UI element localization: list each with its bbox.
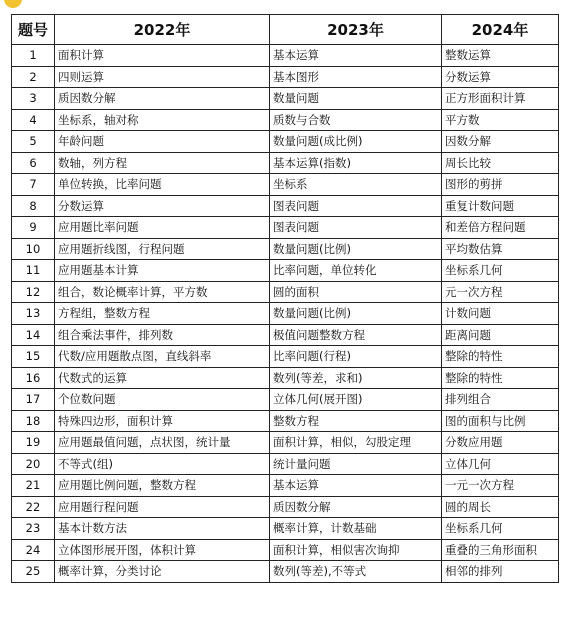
cell-2022: 概率计算，分类讨论 [55,561,270,583]
cell-2023: 统计量问题 [270,453,442,475]
cell-2024: 因数分解 [442,131,559,153]
cell-2023: 坐标系 [270,174,442,196]
cell-2024: 和差倍方程问题 [442,217,559,239]
cell-2023: 数量问题 [270,88,442,110]
cell-number: 12 [12,281,55,303]
cell-2022: 基本计数方法 [55,518,270,540]
cell-2022: 组合乘法事件，排列数 [55,324,270,346]
cell-2024: 坐标系几何 [442,260,559,282]
cell-number: 22 [12,496,55,518]
cell-number: 23 [12,518,55,540]
cell-2024: 平方数 [442,109,559,131]
cell-number: 3 [12,88,55,110]
header-cell-2022: 2022年 [55,15,270,45]
cell-2024: 重叠的三角形面积 [442,539,559,561]
cell-2022: 分数运算 [55,195,270,217]
cell-2022: 四则运算 [55,66,270,88]
cell-2023: 数列(等差，求和) [270,367,442,389]
cell-2024: 分数应用题 [442,432,559,454]
cell-number: 13 [12,303,55,325]
table-row [12,66,559,88]
cell-number: 11 [12,260,55,282]
cell-number: 4 [12,109,55,131]
table-row [12,195,559,217]
cell-number: 10 [12,238,55,260]
cell-2022: 方程组，整数方程 [55,303,270,325]
cell-number: 5 [12,131,55,153]
cell-2023: 质数与合数 [270,109,442,131]
table-row [12,131,559,153]
cell-2024: 立体几何 [442,453,559,475]
cell-2023: 极值问题整数方程 [270,324,442,346]
cell-2024: 正方形面积计算 [442,88,559,110]
table-row [12,539,559,561]
topics-table [11,14,559,583]
table-row [12,324,559,346]
table-row [12,410,559,432]
cell-2022: 代数式的运算 [55,367,270,389]
table-row [12,518,559,540]
table-row [12,561,559,583]
table-row [12,174,559,196]
cell-2024: 整数运算 [442,45,559,67]
cell-2024: 整除的特性 [442,346,559,368]
cell-2024: 分数运算 [442,66,559,88]
cell-number: 8 [12,195,55,217]
table-header [12,15,559,45]
cell-2022: 应用题行程问题 [55,496,270,518]
cell-2024: 距离问题 [442,324,559,346]
cell-2023: 图表问题 [270,195,442,217]
cell-2022: 数轴，列方程 [55,152,270,174]
cell-2024: 圆的周长 [442,496,559,518]
cell-number: 9 [12,217,55,239]
corner-badge [4,0,22,8]
cell-2023: 概率计算，计数基础 [270,518,442,540]
cell-2022: 立体图形展开图，体积计算 [55,539,270,561]
cell-2023: 整数方程 [270,410,442,432]
table-row [12,217,559,239]
cell-2022: 应用题最值问题，点状图，统计量 [55,432,270,454]
cell-2022: 年龄问题 [55,131,270,153]
cell-2023: 面积计算，相似害次询抑 [270,539,442,561]
table-row [12,389,559,411]
cell-number: 6 [12,152,55,174]
cell-2023: 比率问题(行程) [270,346,442,368]
table-row [12,45,559,67]
cell-2022: 应用题折线图，行程问题 [55,238,270,260]
cell-number: 14 [12,324,55,346]
cell-2024: 图的面积与比例 [442,410,559,432]
cell-2022: 应用题基本计算 [55,260,270,282]
cell-2024: 重复计数问题 [442,195,559,217]
table-row [12,475,559,497]
cell-number: 18 [12,410,55,432]
cell-2023: 基本运算(指数) [270,152,442,174]
cell-2023: 数量问题(比例) [270,238,442,260]
cell-2023: 圆的面积 [270,281,442,303]
cell-2023: 数量问题(成比例) [270,131,442,153]
cell-number: 16 [12,367,55,389]
cell-2023: 比率问题，单位转化 [270,260,442,282]
cell-2022: 坐标系，轴对称 [55,109,270,131]
cell-2023: 数列(等差),不等式 [270,561,442,583]
table-row [12,303,559,325]
cell-number: 7 [12,174,55,196]
cell-2024: 周长比较 [442,152,559,174]
cell-2022: 组合，数论概率计算，平方数 [55,281,270,303]
table-body [12,45,559,583]
cell-2024: 元一次方程 [442,281,559,303]
cell-2024: 一元一次方程 [442,475,559,497]
cell-2024: 坐标系几何 [442,518,559,540]
cell-2022: 个位数问题 [55,389,270,411]
cell-number: 15 [12,346,55,368]
cell-number: 17 [12,389,55,411]
cell-2023: 图表问题 [270,217,442,239]
cell-2024: 排列组合 [442,389,559,411]
cell-2024: 相邻的排列 [442,561,559,583]
cell-2023: 基本运算 [270,475,442,497]
cell-2024: 图形的剪拼 [442,174,559,196]
table-row [12,88,559,110]
cell-2024: 整除的特性 [442,367,559,389]
header-cell-2023: 2023年 [270,15,442,45]
header-cell-2024: 2024年 [442,15,559,45]
cell-2023: 基本运算 [270,45,442,67]
cell-2022: 不等式(组) [55,453,270,475]
cell-2022: 单位转换，比率问题 [55,174,270,196]
table-row [12,367,559,389]
table-row [12,281,559,303]
table-row [12,496,559,518]
cell-2024: 计数问题 [442,303,559,325]
cell-2023: 立体几何(展开图) [270,389,442,411]
cell-2022: 质因数分解 [55,88,270,110]
cell-number: 20 [12,453,55,475]
table-row [12,260,559,282]
cell-number: 25 [12,561,55,583]
header-cell-number: 题号 [12,15,55,45]
cell-number: 19 [12,432,55,454]
cell-2022: 特殊四边形，面积计算 [55,410,270,432]
cell-number: 2 [12,66,55,88]
cell-2024: 平均数估算 [442,238,559,260]
cell-2023: 数量问题(比例) [270,303,442,325]
cell-number: 24 [12,539,55,561]
table-row [12,109,559,131]
cell-2022: 应用题比例问题，整数方程 [55,475,270,497]
cell-2022: 应用题比率问题 [55,217,270,239]
cell-2023: 基本图形 [270,66,442,88]
table-row [12,432,559,454]
cell-2023: 质因数分解 [270,496,442,518]
table-row [12,152,559,174]
table-row [12,346,559,368]
cell-number: 1 [12,45,55,67]
cell-number: 21 [12,475,55,497]
table-row [12,453,559,475]
cell-2023: 面积计算，相似，勾股定理 [270,432,442,454]
table-row [12,238,559,260]
cell-2022: 面积计算 [55,45,270,67]
cell-2022: 代数/应用题散点图，直线斜率 [55,346,270,368]
